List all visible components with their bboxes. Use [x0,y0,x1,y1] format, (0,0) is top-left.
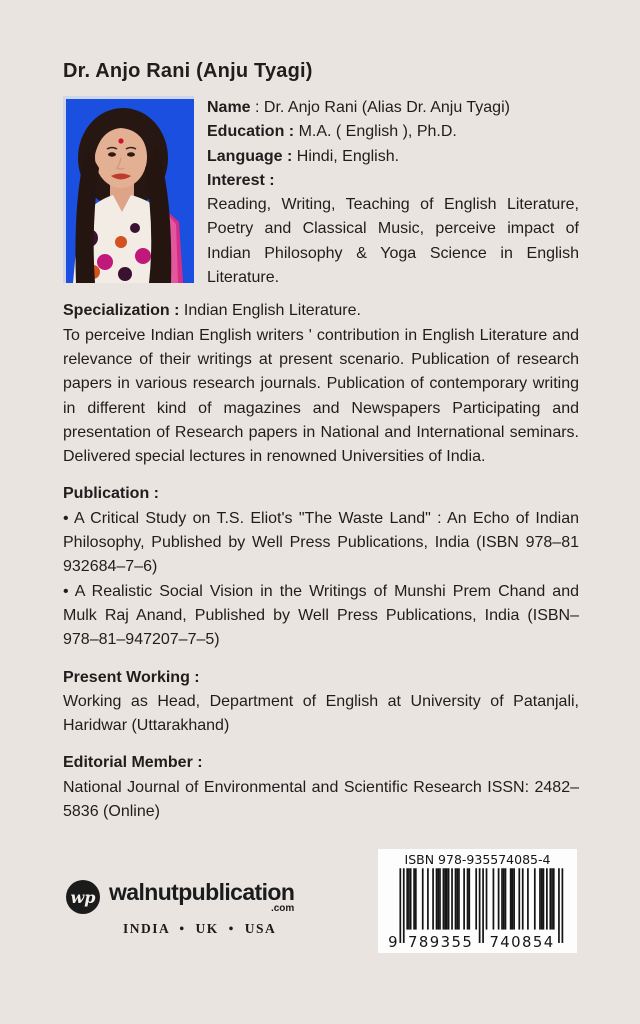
barcode-bars [387,868,569,949]
isbn-label: ISBN 978-935574085-4 [404,852,551,867]
isbn-barcode [378,849,577,953]
specialization-paragraph [63,299,579,469]
author-title: Dr. Anjo Rani (Anju Tyagi) [63,60,313,82]
interest-label: Interest : [207,171,275,189]
publisher-logo-row [66,880,316,914]
publisher-countries: INDIA • UK • USA [123,921,277,936]
present-working-section [63,666,579,739]
interest-text: Reading, Writing, Teaching of English Literature, Poetry and Classical Music, perceive impact of Indian Philosophy & Yoga Science in English Literature. [207,196,579,287]
publication-section [63,482,579,652]
editorial-member-body: National Journal of Environmental and Scientific Research ISSN: 2482–5836 (Online) [63,778,579,821]
wp-monogram-icon: wp [66,880,100,914]
barcode-digit-lead: 9 [387,933,398,949]
field-name-value: Dr. Anjo Rani (Alias Dr. Anju Tyagi) [263,99,510,116]
field-language-value: Hindi, English. [296,147,400,165]
field-name-sep: : [250,99,264,116]
present-working-body: Working as Head, Department of English at University of Patanjali, Haridwar (Uttarakhand) [63,692,579,735]
field-language [207,145,579,169]
profile-section [63,96,579,290]
publication-item: • A Critical Study on T.S. Eliot's "The Waste Land" : An Echo of Indian Philosophy, Published by Well Press Publications, India (ISBN 978–81 932684–7–6) [63,509,579,576]
field-education [207,120,579,144]
publisher-domain: .com [270,902,295,914]
author-info [207,96,579,290]
field-language-label: Language : [207,147,293,165]
publisher-logo [66,880,316,937]
publication-item: • A Realistic Social Vision in the Writings of Munshi Prem Chand and Mulk Raj Anand, Published by Well Press Publications, India (ISBN–978–81–947207–7–5) [63,582,579,649]
author-photo [63,96,194,283]
publisher-wordmark-col [109,878,295,914]
cover-content [63,60,579,824]
field-education-value: M.A. ( English ), Ph.D. [298,123,457,141]
field-name [207,96,579,120]
specialization-label: Specialization : [63,302,180,320]
specialization-body: To perceive Indian English writers ' contribution in English Literature and relevance of their writings at present scenario. Publication of research papers in various research journals. Publication of contemporary writing in different kind of magazines and Newspapers Participating and presentation of Research papers in National and International seminars. Delivered special lectures in renowned Universities of India. [63,326,579,466]
field-name-label: Name [207,99,251,116]
editorial-member-heading: Editorial Member : [63,754,203,772]
publication-heading: Publication : [63,485,159,503]
present-working-heading: Present Working : [63,668,200,686]
barcode-digit-group1: 789355 [407,933,473,949]
publisher-wordmark: walnutpublication [109,878,295,905]
barcode-digit-group2: 740854 [488,933,555,949]
editorial-member-section [63,751,579,824]
specialization-value: Indian English Literature. [179,302,361,320]
field-education-label: Education : [207,123,295,141]
